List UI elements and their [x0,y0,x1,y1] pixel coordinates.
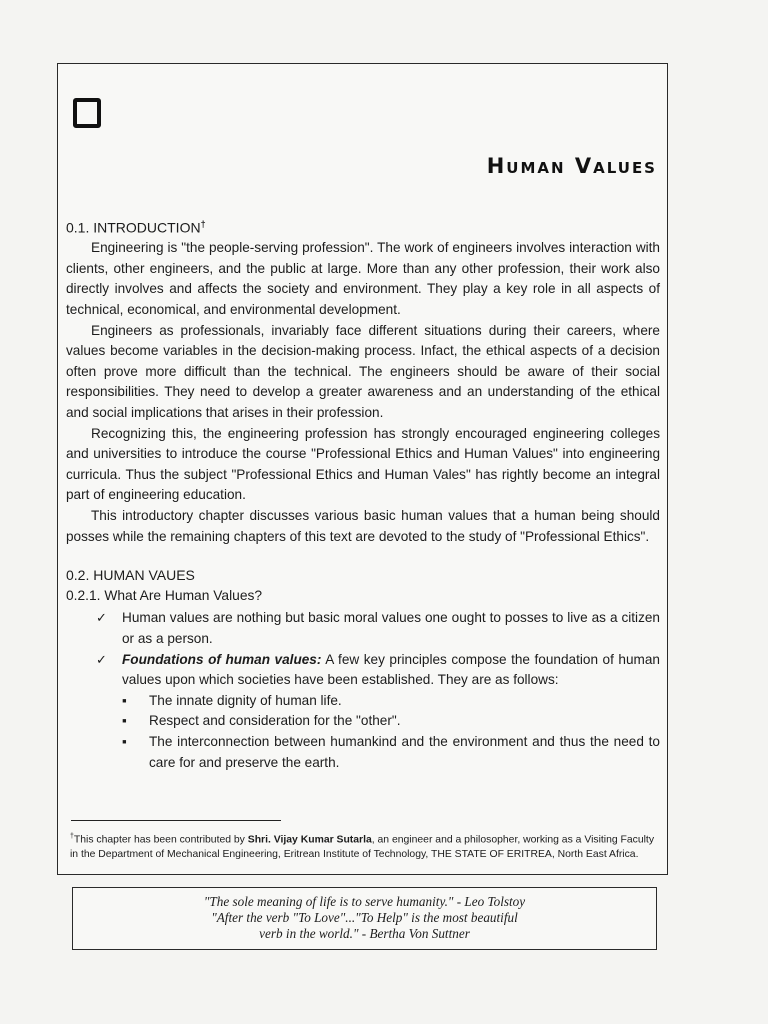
footnote-rest: , an engineer and a philosopher, working as a Visiting Faculty in the Department of Mechanical Engineering, Eritrean Institute of Technology, THE STATE OF ERITREA, North East Africa. [70,834,655,861]
intro-paragraph-4: This introductory chapter discusses various basic human values that a human being should posses while the remaining chapters of this text are devoted to the study of "Professional Ethics". [66,507,660,544]
bullet-item [122,732,660,773]
list-item [66,650,660,774]
page-frame [57,63,668,875]
checkmark-icon: ✓ [96,610,107,626]
bullet-item-text: The interconnection between humankind and the environment and thus the need to care for and preserve the earth. [149,733,660,770]
subsection-heading-what-are-human-values: 0.2.1. What Are Human Values? [66,587,263,603]
footnote-marker[interactable]: † [200,219,206,229]
quote-line-2: "After the verb "To Love"..."To Help" is the most beautiful [211,910,518,925]
footnote-mark: † [70,833,74,840]
bullet-item-text: The innate dignity of human life. [149,692,342,708]
footnote-lead: This chapter has been contributed by [73,834,248,846]
bullet-item [122,711,660,732]
chapter-number-box [73,98,101,128]
intro-paragraph-1: Engineering is "the people-serving profession". The work of engineers involves interaction with clients, other engineers, and the public at large. More than any other profession, their work also directly involves and affects the society and environment. They play a key role in all aspects of technical, economical, and environmental development. [66,240,660,318]
list-item-text: A few key principles compose the foundation of human values upon which societies have been established. They are as follows: [122,651,660,688]
quote-line-3: verb in the world." - Bertha Von Suttner [259,926,470,941]
chapter-title: Human Values [486,154,657,178]
checkmark-icon: ✓ [96,651,107,667]
section-heading-text: 0.1. INTRODUCTION [66,219,201,236]
list-item-text: Human values are nothing but basic moral values one ought to posses to live as a citizen or as a person. [122,610,660,646]
intro-paragraph-2: Engineers as professionals, invariably face different situations during their careers, where values become variables in the decision-making process. Infact, the ethical aspects of a decision often prove more difficult than the technical. The engineers should be aware of their social responsibilities. They need to develop a greater awareness and an understanding of the ethical and social implications that arises in their profession. [66,322,660,420]
bullet-icon: ▪ [122,713,127,729]
bullet-icon: ▪ [122,733,127,749]
bullet-item-text: Respect and consideration for the "other". [149,713,401,729]
bullet-list [122,691,660,773]
chapter-content [66,214,660,773]
list-item-lead: Foundations of human values: [122,651,322,667]
intro-paragraph-3: Recognizing this, the engineering profession has strongly encouraged engineering colleges and universities to introduce the course "Professional Ethics and Human Values" into engineering curricula. Thus the subject "Professional Ethics and Human Vales" has rightly become an integral part of engineering education. [66,425,660,503]
section-heading-introduction [66,214,660,238]
quote-box [72,887,657,950]
footnote-author: Shri. Vijay Kumar Sutarla [247,834,372,846]
quote-line-1: "The sole meaning of life is to serve humanity." - Leo Tolstoy [203,894,526,909]
bullet-icon: ▪ [122,692,127,708]
bullet-item [122,691,660,712]
footnote [70,829,662,862]
section-heading-human-values: 0.2. HUMAN VAUES [66,567,195,584]
footnote-divider [71,820,281,821]
check-list [66,608,660,773]
list-item [66,608,660,649]
